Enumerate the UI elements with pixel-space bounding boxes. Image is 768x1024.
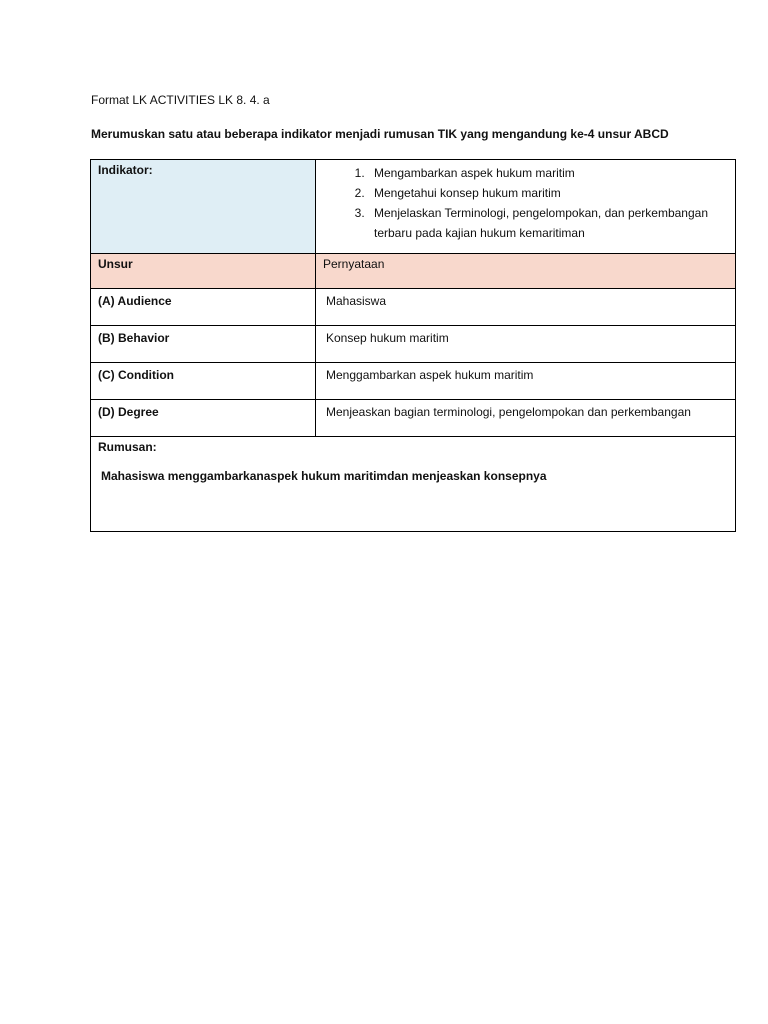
rumusan-text: Mahasiswa menggambarkanaspek hukum maritimdan menjeaskan konsepnya — [101, 469, 547, 483]
rumusan-cell — [91, 437, 736, 532]
unsur-cell: (A) Audience — [91, 289, 316, 326]
table-row — [91, 400, 736, 437]
indikator-row — [91, 160, 736, 254]
pernyataan-cell: Mahasiswa — [316, 289, 736, 326]
rumusan-label: Rumusan: — [98, 440, 157, 454]
indikator-item: 1. Mengambarkan aspek hukum maritim — [368, 163, 728, 183]
pernyataan-cell: Menjeaskan bagian terminologi, pengelompokan dan perkembangan — [316, 400, 736, 437]
unsur-cell: (C) Condition — [91, 363, 316, 400]
pernyataan-cell: Konsep hukum maritim — [316, 326, 736, 363]
header-pernyataan: Pernyataan — [316, 254, 736, 289]
table-row — [91, 326, 736, 363]
header-unsur: Unsur — [91, 254, 316, 289]
page-title: Format LK ACTIVITIES LK 8. 4. a — [91, 93, 270, 107]
table-header-row — [91, 254, 736, 289]
indikator-item: 3. Menjelaskan Terminologi, pengelompokan, dan perkembangan terbaru pada kajian hukum kemaritiman — [368, 203, 728, 243]
rumusan-row — [91, 437, 736, 532]
unsur-cell: (B) Behavior — [91, 326, 316, 363]
indikator-item: 2. Mengetahui konsep hukum maritim — [368, 183, 728, 203]
indikator-list — [323, 163, 728, 243]
unsur-cell: (D) Degree — [91, 400, 316, 437]
table-row — [91, 363, 736, 400]
page-subtitle: Merumuskan satu atau beberapa indikator menjadi rumusan TIK yang mengandung ke-4 unsur ABCD — [91, 127, 669, 141]
lk-table — [90, 159, 736, 532]
indikator-list-cell — [316, 160, 736, 254]
pernyataan-cell: Menggambarkan aspek hukum maritim — [316, 363, 736, 400]
indikator-label: Indikator: — [91, 160, 316, 254]
table-row — [91, 289, 736, 326]
